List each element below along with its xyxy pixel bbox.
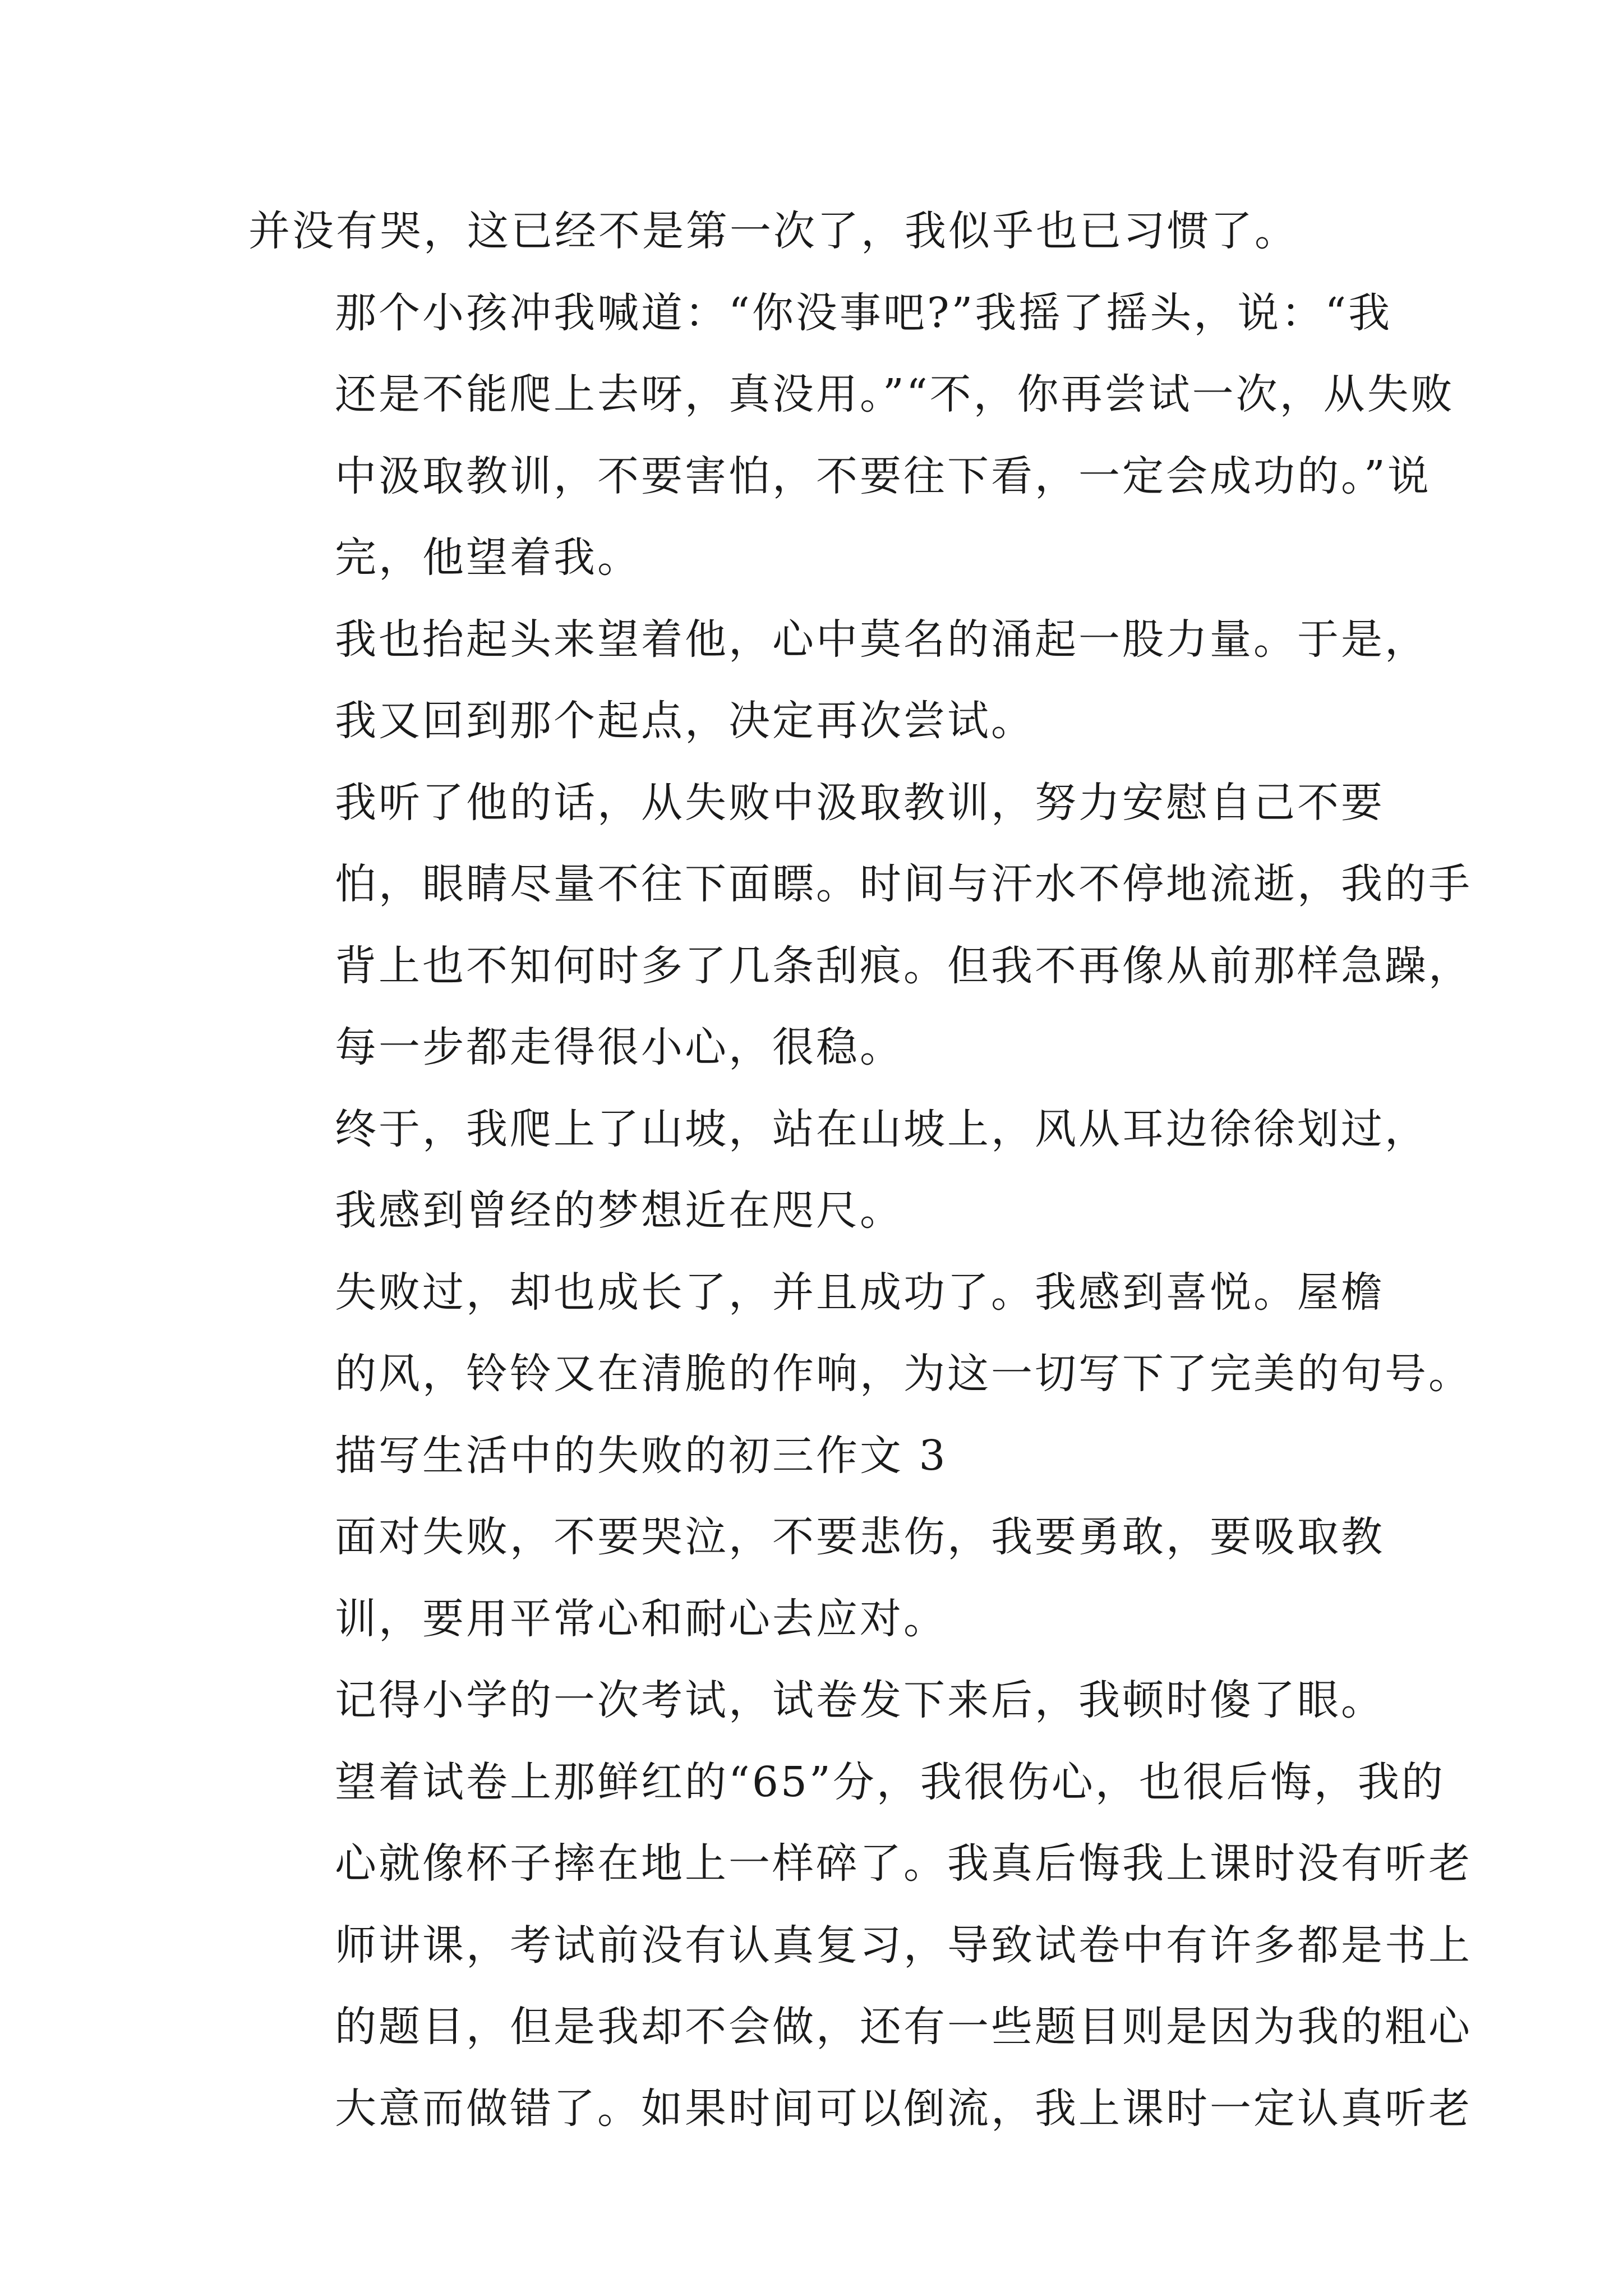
text-line: 我感到曾经的梦想近在咫尺。 [335,1186,903,1235]
text-line: 怕，眼睛尽量不往下面瞟。时间与汗水不停地流逝，我的手 [335,860,1472,908]
paragraph [248,191,1393,273]
text-line: 背上也不知何时多了几条刮痕。但我不再像从前那样急躁， [335,941,1472,990]
text-line: 中汲取教训，不要害怕，不要往下看，一定会成功的。”说 [335,452,1431,500]
paragraph [248,762,1472,1089]
text-line: 心就像杯子摔在地上一样碎了。我真后悔我上课时没有听老 [335,1839,1472,1888]
paragraph [248,273,1455,599]
paragraph [248,1089,1428,1252]
text-line: 完，他望着我。 [335,533,641,582]
paragraph [248,1497,1393,1660]
paragraph [248,1660,1472,2150]
text-line: 望着试卷上那鲜红的“65”分，我很伤心，也很后悔，我的 [335,1757,1445,1806]
text-line: 的风，铃铃又在清脆的作响，为这一切写下了完美的句号。 [335,1350,1472,1398]
text-line: 描写生活中的失败的初三作文 3 [335,1431,948,1480]
essay-body [248,191,1472,2150]
text-line: 我听了他的话，从失败中汲取教训，努力安慰自己不要 [335,778,1385,827]
text-line: 还是不能爬上去呀，真没用。”“不，你再尝试一次，从失败 [335,370,1455,418]
text-line: 面对失败，不要哭泣，不要悲伤，我要勇敢，要吸取教 [335,1513,1385,1561]
section-heading [248,1415,1393,1497]
text-line: 终于，我爬上了山坡，站在山坡上，风从耳边徐徐划过， [335,1105,1428,1153]
text-line: 训，要用平常心和耐心去应对。 [335,1594,947,1643]
text-line: 失败过，却也成长了，并且成功了。我感到喜悦。屋檐 [335,1268,1385,1317]
text-line: 那个小孩冲我喊道：“你没事吧?”我摇了摇头，说：“我 [335,288,1393,337]
text-line: 我也抬起头来望着他，心中莫名的涌起一股力量。于是， [335,615,1428,664]
text-line: 的题目，但是我却不会做，还有一些题目则是因为我的粗心 [335,2003,1472,2051]
text-line: 大意而做错了。如果时间可以倒流，我上课时一定认真听老 [335,2084,1472,2133]
paragraph [248,599,1428,762]
text-line: 并没有哭，这已经不是第一次了，我似乎也已习惯了。 [248,207,1298,255]
text-line: 我又回到那个起点，决定再次尝试。 [335,697,1035,745]
text-line: 记得小学的一次考试，试卷发下来后，我顿时傻了眼。 [335,1676,1385,1724]
text-line: 每一步都走得很小心，很稳。 [335,1023,903,1071]
text-line: 师讲课，考试前没有认真复习，导致试卷中有许多都是书上 [335,1921,1472,1970]
paragraph [248,1252,1472,1415]
